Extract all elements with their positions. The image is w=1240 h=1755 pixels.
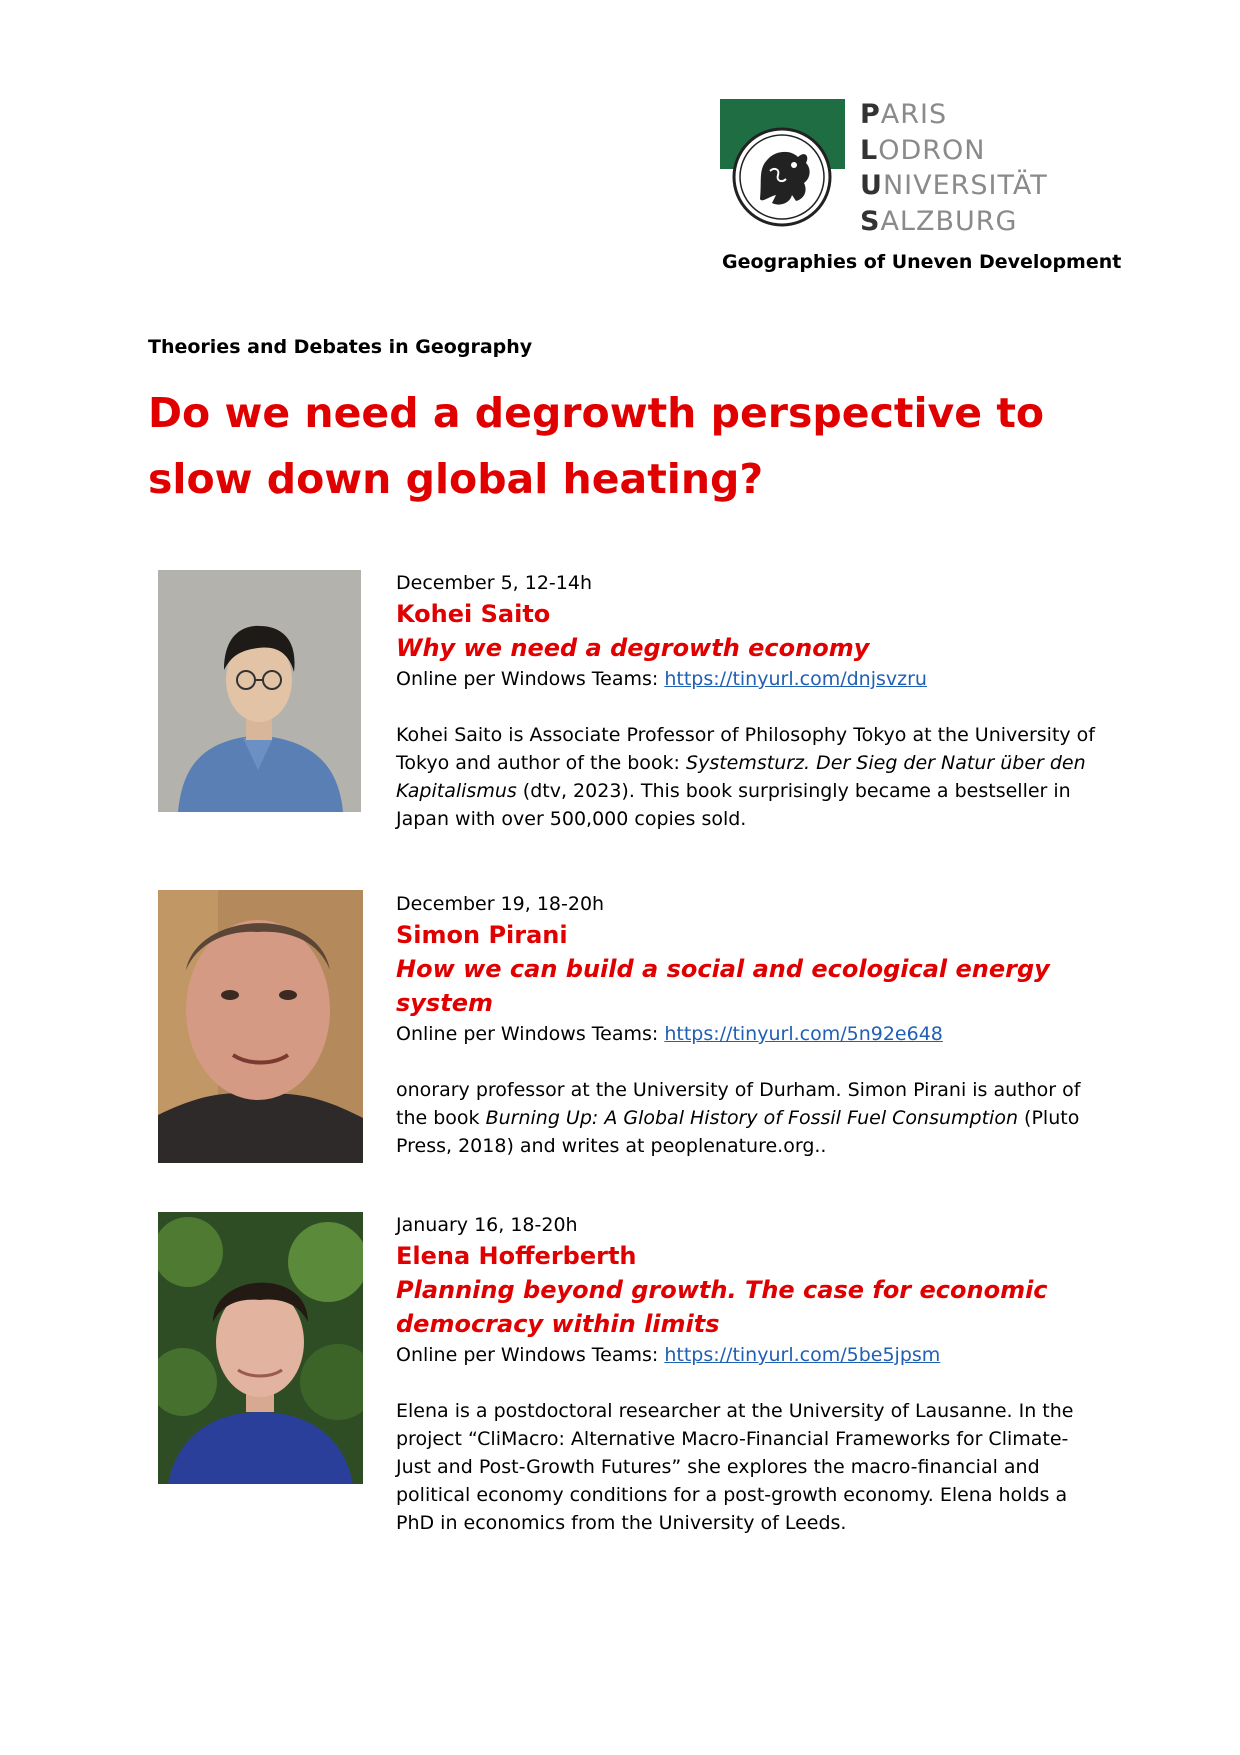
teams-link[interactable]: https://tinyurl.com/dnjsvzru	[664, 668, 927, 690]
university-wordmark: PARIS LODRON UNIVERSITÄT SALZBURG	[860, 99, 1048, 237]
online-info: Online per Windows Teams: https://tinyurl.com/dnjsvzru	[396, 668, 927, 690]
event-hofferberth	[396, 1211, 1096, 1537]
speaker-photo-pirani	[158, 890, 365, 1163]
page-title: Do we need a degrowth perspective to slow down global heating?	[148, 389, 1045, 503]
teams-link[interactable]: https://tinyurl.com/5be5jpsm	[664, 1344, 941, 1366]
speaker-bio: Kohei Saito is Associate Professor of Philosophy Tokyo at the University of Tokyo and author of the book: Systemsturz. Der Sieg der Natur über den Kapitalismus (dtv, 2023). This book surprisingly became a bestseller in Japan with over 500,000 copies sold.	[396, 724, 1095, 830]
talk-title: Why we need a degrowth economy	[396, 634, 870, 662]
event-date: December 5, 12-14h	[396, 572, 592, 594]
speaker-name: Kohei Saito	[396, 600, 551, 628]
event-pirani	[396, 890, 1096, 1160]
speaker-bio: Elena is a postdoctoral researcher at the University of Lausanne. In the project “CliMacro: Alternative Macro-Financial Frameworks for Climate-Just and Post-Growth Futures” she explores the macro-financial and political economy conditions for a post-growth economy. Elena holds a PhD in economics from the University of Leeds.	[396, 1400, 1074, 1534]
speaker-name: Simon Pirani	[396, 921, 568, 949]
teams-link[interactable]: https://tinyurl.com/5n92e648	[664, 1023, 943, 1045]
lion-seal-icon	[720, 99, 845, 235]
talk-title: Planning beyond growth. The case for economic democracy within limits	[396, 1276, 1048, 1338]
series-title: Theories and Debates in Geography	[148, 336, 533, 358]
event-saito	[396, 569, 1096, 833]
university-logo	[720, 99, 1072, 235]
speaker-bio: onorary professor at the University of Durham. Simon Pirani is author of the book Burning Up: A Global History of Fossil Fuel Consumption (Pluto Press, 2018) and writes at peoplenature.org..	[396, 1079, 1081, 1157]
speaker-name: Elena Hofferberth	[396, 1242, 637, 1270]
online-info: Online per Windows Teams: https://tinyurl.com/5n92e648	[396, 1023, 943, 1045]
speaker-photo-saito	[158, 570, 365, 812]
online-info: Online per Windows Teams: https://tinyurl.com/5be5jpsm	[396, 1344, 941, 1366]
speaker-photo-hofferberth	[158, 1212, 365, 1484]
department-name: Geographies of Uneven Development	[722, 251, 1122, 273]
event-date: December 19, 18-20h	[396, 893, 605, 915]
talk-title: How we can build a social and ecological energy system	[396, 955, 1050, 1017]
event-date: January 16, 18-20h	[396, 1214, 578, 1236]
